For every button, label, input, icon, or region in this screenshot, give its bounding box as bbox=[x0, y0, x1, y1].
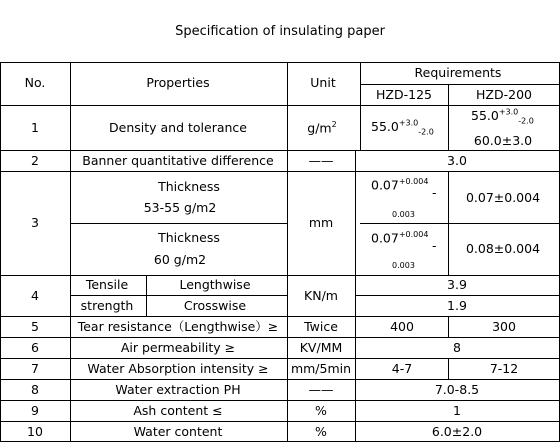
value-base: 55.0 bbox=[371, 118, 399, 134]
property-label: Ash content ≤ bbox=[133, 402, 223, 418]
unit-cell: % bbox=[315, 423, 327, 439]
value-merged: 1.9 bbox=[447, 297, 467, 313]
property-label: Water extraction PH bbox=[115, 381, 241, 397]
direction-label: Crosswise bbox=[183, 297, 247, 313]
property-label: Tear resistance（Lengthwise）≥ bbox=[77, 318, 279, 334]
unit-cell: —— bbox=[308, 152, 334, 168]
property-label: Banner quantitative difference bbox=[82, 152, 274, 168]
row-no: 4 bbox=[31, 287, 39, 303]
tolerance-upper: +3.0 bbox=[498, 107, 519, 117]
row-no: 5 bbox=[31, 318, 39, 334]
row-no: 9 bbox=[31, 402, 39, 418]
property-label: Water content bbox=[133, 423, 223, 439]
row-no: 10 bbox=[27, 423, 43, 439]
row-no: 7 bbox=[31, 360, 39, 376]
unit-cell: —— bbox=[308, 381, 334, 397]
tolerance-upper: +0.004 bbox=[398, 177, 429, 187]
property-label: Air permeability ≥ bbox=[120, 339, 236, 355]
value-base: 55.0 bbox=[471, 107, 499, 123]
tolerance-lower: -2.0 bbox=[518, 116, 534, 126]
unit-cell: % bbox=[315, 402, 327, 418]
unit-cell: KN/m bbox=[304, 287, 338, 303]
tolerance-lower: 0.003 bbox=[392, 210, 415, 219]
header-grade-hzd200: HZD-200 bbox=[476, 86, 532, 102]
unit-cell: Twice bbox=[304, 318, 338, 334]
row-no: 1 bbox=[31, 119, 39, 135]
unit-cell: mm/5min bbox=[290, 360, 352, 376]
value-hzd125: 400 bbox=[390, 318, 414, 334]
thickness-label: Thickness bbox=[158, 178, 220, 194]
unit-cell bbox=[307, 121, 336, 135]
document-title: Specification of insulating paper bbox=[175, 23, 385, 39]
property-label: Tensile bbox=[85, 276, 129, 292]
header-no: No. bbox=[24, 74, 46, 90]
row-no: 6 bbox=[31, 339, 39, 355]
tolerance-lower: -2.0 bbox=[418, 127, 434, 137]
header-unit: Unit bbox=[310, 74, 336, 90]
value-merged: 8 bbox=[453, 339, 461, 355]
value-hzd200: 300 bbox=[492, 318, 516, 334]
value-hzd200 bbox=[471, 109, 534, 126]
value-base: 0.07 bbox=[371, 230, 399, 246]
value-hzd125 bbox=[371, 178, 428, 192]
property-label: Water Absorption intensity ≥ bbox=[87, 360, 269, 376]
header-grade-hzd125: HZD-125 bbox=[376, 86, 432, 102]
unit-superscript: 2 bbox=[331, 120, 337, 130]
value-hzd125: 4-7 bbox=[391, 360, 413, 376]
thickness-label: Thickness bbox=[158, 229, 220, 245]
value-merged: 3.0 bbox=[447, 152, 467, 168]
header-requirements: Requirements bbox=[414, 64, 502, 80]
tolerance-lower: 0.003 bbox=[392, 261, 415, 270]
tolerance-upper: +3.0 bbox=[398, 118, 419, 128]
value-base: 0.07 bbox=[371, 177, 399, 193]
direction-label: Lengthwise bbox=[179, 276, 251, 292]
thickness-range: 60 g/m2 bbox=[153, 251, 207, 267]
header-properties: Properties bbox=[146, 74, 210, 90]
unit-cell: KV/MM bbox=[299, 339, 343, 355]
value-hzd200: 0.08±0.004 bbox=[465, 240, 541, 256]
unit-cell: mm bbox=[308, 214, 334, 230]
tolerance-dash: - bbox=[432, 184, 437, 200]
value-hzd200: 0.07±0.004 bbox=[465, 189, 541, 205]
thickness-range: 53-55 g/m2 bbox=[143, 199, 217, 215]
value-merged: 6.0±2.0 bbox=[431, 423, 483, 439]
unit-base: g/m bbox=[307, 120, 332, 136]
property-label: strength bbox=[80, 297, 134, 313]
value-hzd125 bbox=[371, 231, 428, 245]
value-hzd200-alt: 60.0±3.0 bbox=[473, 132, 533, 148]
value-merged: 3.9 bbox=[447, 276, 467, 292]
value-merged: 7.0-8.5 bbox=[434, 381, 480, 397]
tolerance-dash: - bbox=[432, 237, 437, 253]
value-merged: 1 bbox=[453, 402, 461, 418]
value-hzd125 bbox=[371, 120, 434, 137]
row-no: 8 bbox=[31, 381, 39, 397]
value-hzd200: 7-12 bbox=[489, 360, 519, 376]
row-no: 2 bbox=[31, 152, 39, 168]
property-label: Density and tolerance bbox=[109, 119, 247, 135]
tolerance-upper: +0.004 bbox=[398, 230, 429, 240]
row-no: 3 bbox=[31, 214, 39, 230]
